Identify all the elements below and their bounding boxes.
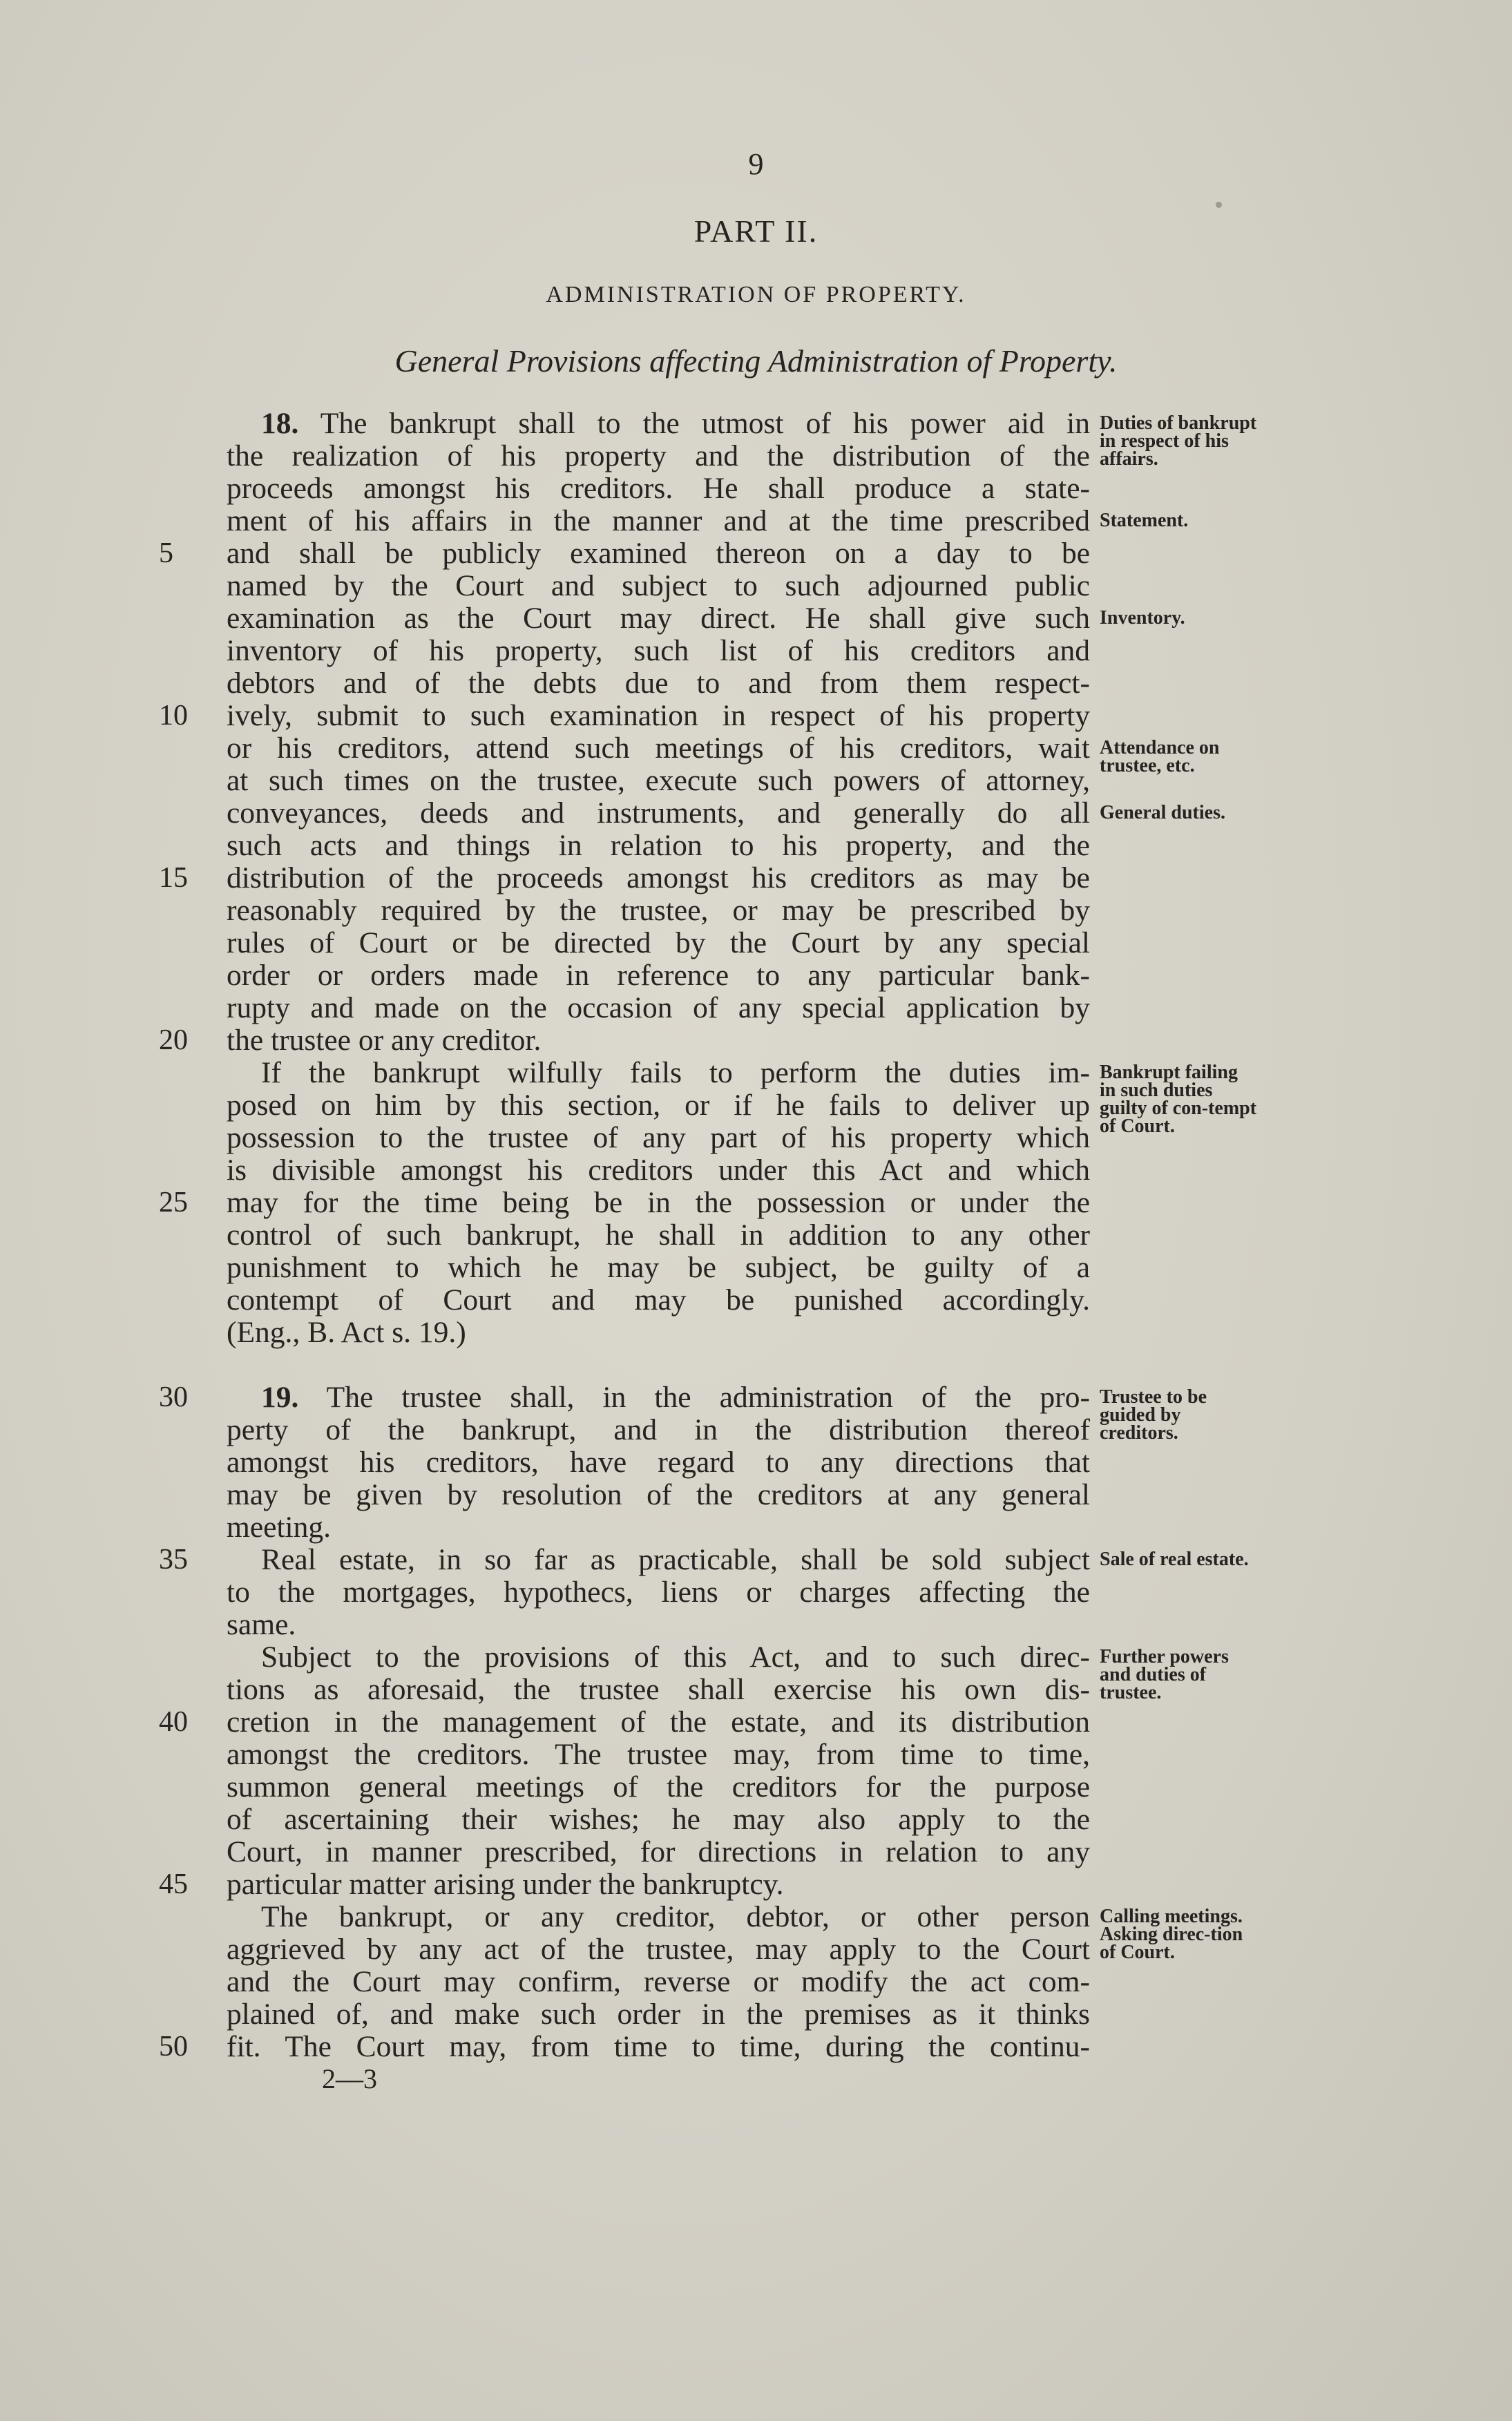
line-content: [227, 1446, 1090, 1479]
text-line: [227, 1998, 1090, 2031]
line-text: punishment to which he may be subject, be guilty of a: [227, 1251, 1090, 1284]
line-text: control of such bankrupt, he shall in addition to any other: [227, 1218, 1090, 1252]
line-text: amongst the creditors. The trustee may, from time to time,: [227, 1738, 1090, 1771]
line-content: [227, 1511, 331, 1544]
line-content: [227, 1608, 296, 1641]
line-text: or his creditors, attend such meetings of his creditors, wait: [227, 731, 1090, 765]
line-content: [227, 2030, 1090, 2063]
line-number: 5: [159, 537, 173, 569]
line-text: the trustee or any creditor.: [227, 1024, 542, 1057]
line-content: [227, 1413, 1090, 1446]
line-text: at such times on the trustee, execute such powers of attorney,: [227, 764, 1090, 797]
text-line: [227, 1317, 1090, 1349]
line-text: to the mortgages, hypothecs, liens or charges affecting the: [227, 1576, 1090, 1609]
line-text: and the Court may confirm, reverse or modify the act com-: [227, 1965, 1090, 1998]
line-content: [227, 1673, 1090, 1706]
line-content: [227, 1738, 1090, 1771]
line-content: [227, 1868, 783, 1901]
line-number: 35: [159, 1544, 188, 1576]
text-line: [159, 1705, 1090, 1739]
line-text: The bankrupt shall to the utmost of his power aid in: [320, 407, 1090, 440]
line-number: 30: [159, 1381, 188, 1413]
line-content: [227, 731, 1090, 765]
text-line: [159, 1381, 1091, 1414]
line-content: [227, 1218, 1090, 1252]
line-text: perty of the bankrupt, and in the distribution thereof: [227, 1413, 1090, 1446]
line-content: [227, 1316, 466, 1349]
line-text: particular matter arising under the bankruptcy.: [227, 1868, 784, 1901]
line-content: [227, 1024, 541, 1057]
line-content: [227, 1705, 1090, 1739]
line-text: debtors and of the debts due to and from them respect-: [227, 667, 1090, 700]
text-line: [227, 1479, 1090, 1511]
line-text: and shall be publicly examined thereon on a day to be: [227, 537, 1090, 570]
text-line: [227, 472, 1090, 505]
body-text: [159, 407, 1091, 2063]
line-text: ively, submit to such examination in respect of his property: [227, 699, 1090, 732]
line-text: is divisible amongst his creditors under this Act and which: [227, 1154, 1090, 1187]
line-content: [227, 667, 1090, 700]
margin-note: Sale of real estate.: [1100, 1549, 1249, 1570]
text-line: [227, 1576, 1090, 1609]
line-content: [261, 1381, 1090, 1414]
line-text: the realization of his property and the distribution of the: [227, 439, 1090, 472]
line-text: Real estate, in so far as practicable, shall be sold subject: [261, 1543, 1090, 1576]
page-number: 9: [748, 147, 764, 181]
line-text: conveyances, deeds and instruments, and generally do all: [227, 796, 1090, 830]
line-content: [261, 1640, 1090, 1674]
line-text: rupty and made on the occasion of any special application by: [227, 991, 1090, 1024]
line-content: [227, 1835, 1090, 1868]
text-line: [227, 1252, 1090, 1284]
margin-note: Statement.: [1100, 510, 1189, 531]
text-line: [159, 2030, 1090, 2063]
line-text: (Eng., B. Act s. 19.): [227, 1316, 466, 1349]
line-content: [227, 602, 1090, 635]
text-line: [159, 537, 1090, 570]
line-content: [227, 1283, 1090, 1317]
line-content: [227, 1121, 1090, 1154]
text-line: [159, 1868, 1090, 1901]
text-line: [227, 1803, 1090, 1836]
margin-note: General duties.: [1100, 802, 1225, 823]
text-line: [227, 732, 1090, 765]
line-text: proceeds amongst his creditors. He shall produce a state-: [227, 472, 1090, 505]
margin-note: Inventory.: [1100, 607, 1185, 629]
text-line: [227, 959, 1090, 992]
margin-note: Further powers and duties of trustee.: [1100, 1646, 1229, 1703]
text-line: [227, 1284, 1090, 1317]
line-text: plained of, and make such order in the premises as it thinks: [227, 1998, 1090, 2031]
text-line: [159, 1543, 1090, 1576]
margin-note: Trustee to be guided by creditors.: [1100, 1386, 1207, 1444]
line-content: [227, 1770, 1090, 1803]
line-content: [227, 829, 1090, 862]
line-content: [227, 1089, 1090, 1122]
text-line: [159, 861, 1090, 894]
line-content: [227, 1154, 1090, 1187]
line-text: same.: [227, 1608, 296, 1641]
line-content: [227, 1998, 1090, 2031]
line-text: tions as aforesaid, the trustee shall exercise his own dis-: [227, 1673, 1090, 1706]
section-number: 18.: [261, 407, 299, 440]
text-line: [227, 1641, 1090, 1674]
text-line: [227, 505, 1090, 537]
line-content: [227, 537, 1090, 570]
line-content: [227, 796, 1090, 830]
margin-note: Bankrupt failing in such duties guilty of con-tempt of Court.: [1100, 1062, 1257, 1137]
text-line: [227, 992, 1090, 1024]
line-content: [227, 1965, 1090, 1998]
line-content: [227, 894, 1090, 927]
text-line: [227, 1836, 1090, 1868]
line-text: contempt of Court and may be punished accordingly.: [227, 1283, 1090, 1317]
text-line: [227, 570, 1090, 602]
text-line: [227, 1511, 1090, 1544]
line-text: aggrieved by any act of the trustee, may apply to the Court: [227, 1933, 1090, 1966]
text-line: [227, 1089, 1090, 1122]
section-number: 19.: [261, 1381, 299, 1414]
text-line: [227, 1154, 1090, 1187]
administration-title: ADMINISTRATION OF PROPERTY.: [546, 282, 966, 307]
text-line: [227, 1219, 1090, 1252]
ink-speck: [349, 1395, 353, 1399]
signature-mark: 2—3: [322, 2063, 377, 2094]
line-text: If the bankrupt wilfully fails to perform the duties im-: [261, 1056, 1090, 1089]
line-number: 50: [159, 2031, 188, 2063]
line-content: [227, 1803, 1090, 1836]
line-number: 45: [159, 1868, 188, 1900]
text-line: [227, 1057, 1090, 1089]
line-text: may be given by resolution of the creditors at any general: [227, 1478, 1090, 1511]
text-line: [227, 830, 1090, 862]
text-line: [227, 1122, 1090, 1154]
line-content: [227, 1186, 1090, 1219]
line-number: 10: [159, 700, 188, 731]
text-line: [227, 667, 1090, 700]
line-text: The bankrupt, or any creditor, debtor, or other person: [261, 1900, 1090, 1933]
line-content: [227, 569, 1090, 602]
text-line: [227, 408, 1090, 440]
line-text: fit. The Court may, from time to time, during the continu-: [227, 2030, 1090, 2063]
line-content: [227, 926, 1090, 959]
line-text: Court, in manner prescribed, for directions in relation to any: [227, 1835, 1090, 1868]
text-line: [227, 1933, 1090, 1966]
line-content: [227, 1576, 1090, 1609]
text-line: [159, 1024, 1090, 1057]
line-text: named by the Court and subject to such adjourned public: [227, 569, 1090, 602]
line-content: [261, 1900, 1090, 1933]
line-text: of ascertaining their wishes; he may also apply to the: [227, 1803, 1090, 1836]
line-content: [227, 699, 1090, 732]
line-content: [227, 1933, 1090, 1966]
line-content: [227, 634, 1090, 667]
line-text: examination as the Court may direct. He shall give such: [227, 602, 1090, 635]
line-text: such acts and things in relation to his property, and the: [227, 829, 1090, 862]
line-text: rules of Court or be directed by the Court by any special: [227, 926, 1090, 959]
line-text: possession to the trustee of any part of his property which: [227, 1121, 1090, 1154]
line-text: cretion in the management of the estate, and its distribution: [227, 1705, 1090, 1739]
text-line: [227, 1739, 1090, 1771]
line-content: [261, 407, 1090, 440]
line-number: 25: [159, 1187, 188, 1218]
line-text: ment of his affairs in the manner and at the time prescribed: [227, 504, 1090, 537]
text-line: [227, 894, 1090, 927]
line-content: [227, 472, 1090, 505]
text-line: [227, 1609, 1090, 1641]
margin-note: Attendance on trustee, etc.: [1100, 737, 1220, 776]
text-line: [227, 1771, 1090, 1803]
line-text: amongst his creditors, have regard to any directions that: [227, 1446, 1090, 1479]
line-content: [227, 991, 1090, 1024]
text-line: [227, 1966, 1090, 1998]
line-text: distribution of the proceeds amongst his creditors as may be: [227, 861, 1090, 894]
text-line: [227, 1901, 1090, 1933]
line-text: Subject to the provisions of this Act, and to such direc-: [261, 1640, 1090, 1674]
line-text: posed on him by this section, or if he fails to deliver up: [227, 1089, 1090, 1122]
line-number: 15: [159, 862, 188, 894]
text-line: [159, 699, 1090, 732]
section-heading: General Provisions affecting Administration of Property.: [394, 343, 1118, 379]
text-line: [159, 1186, 1090, 1219]
line-content: [227, 1478, 1090, 1511]
text-line: [227, 635, 1090, 667]
text-line: [227, 1446, 1090, 1479]
line-number: 40: [159, 1706, 188, 1738]
margin-note: Duties of bankrupt in respect of his affairs.: [1100, 412, 1257, 470]
text-line: [227, 1349, 1090, 1381]
line-text: inventory of his property, such list of his creditors and: [227, 634, 1090, 667]
text-line: [227, 440, 1090, 472]
line-text: summon general meetings of the creditors for the purpose: [227, 1770, 1090, 1803]
line-content: [227, 764, 1090, 797]
line-content: [227, 439, 1090, 472]
text-line: [227, 1674, 1090, 1706]
line-content: [261, 1543, 1090, 1576]
text-line: [227, 927, 1090, 959]
ink-speck: [1216, 202, 1222, 208]
line-number: 20: [159, 1024, 188, 1056]
part-title: PART II.: [693, 213, 819, 249]
line-text: meeting.: [227, 1511, 331, 1544]
text-line: [227, 1414, 1090, 1446]
text-line: [227, 602, 1090, 635]
line-content: [227, 959, 1090, 992]
line-text: may for the time being be in the possession or under the: [227, 1186, 1090, 1219]
line-text: reasonably required by the trustee, or may be prescribed by: [227, 894, 1090, 927]
text-line: [227, 765, 1090, 797]
line-text: The trustee shall, in the administration of the pro-: [326, 1381, 1091, 1414]
line-content: [261, 1056, 1090, 1089]
line-content: [227, 1251, 1090, 1284]
line-content: [227, 861, 1090, 894]
text-line: [227, 797, 1090, 830]
line-content: [227, 504, 1090, 537]
line-text: order or orders made in reference to any particular bank-: [227, 959, 1090, 992]
margin-note: Calling meetings. Asking direc-tion of Court.: [1100, 1906, 1243, 1963]
